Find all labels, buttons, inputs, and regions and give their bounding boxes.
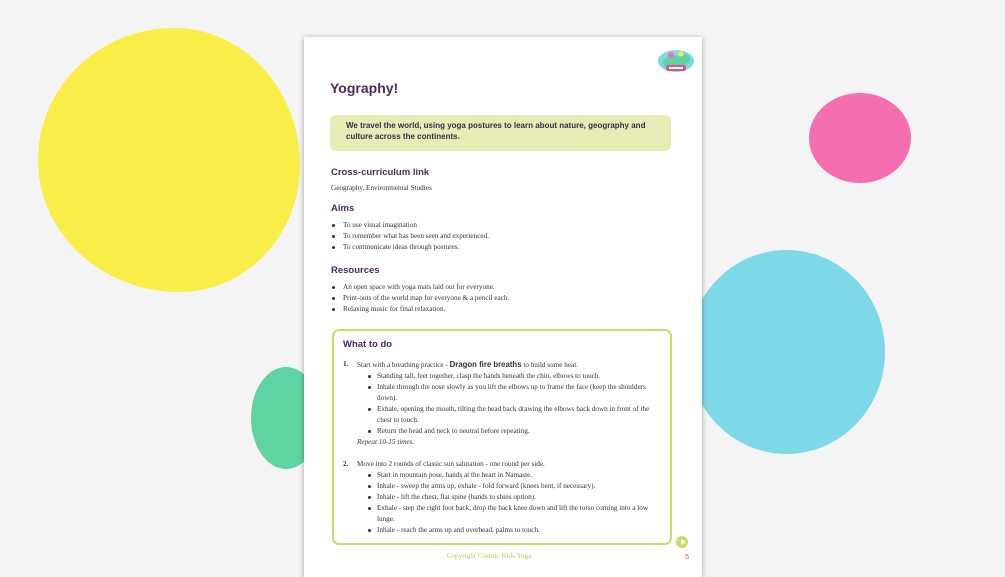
page-title: Yography! (330, 80, 399, 96)
step-note: Repeat 10-15 times. (357, 438, 415, 446)
step-lead: Move into 2 rounds of classic sun salutation - one round per side. (357, 460, 545, 468)
aims-item: To use visual imagination (331, 220, 489, 231)
decor-blob-yellow (38, 28, 300, 292)
step-lead-bold: Dragon fire breaths (449, 360, 522, 369)
step-lead-text: to build some heat. (521, 361, 579, 369)
step-lead-text: Start with a breathing practice - (357, 361, 450, 369)
step-bullet: Standing tall, feet together, clasp the hands beneath the chin, elbows to touch. (367, 371, 665, 382)
document-page (304, 37, 702, 577)
aims-heading: Aims (331, 203, 355, 214)
step-bullet: Exhale - step the right foot back, drop the back knee down and lift the torso coming into a low lunge. (367, 503, 665, 525)
step-2 (343, 459, 665, 536)
step-bullet: Start in mountain pose, hands at the heart in Namaste. (367, 470, 665, 481)
step-bullet: Inhale - sweep the arms up, exhale - fold forward (knees bent, if necessary). (367, 481, 665, 492)
next-page-play-arrow-icon[interactable] (676, 536, 688, 548)
decor-blob-cyan (688, 250, 885, 454)
step-1 (343, 359, 665, 448)
step-bullet: Inhale through the nose slowly as you lift the elbows up to frame the face (keep the shoulders down). (367, 382, 665, 404)
step-bullet: Exhale, opening the mouth, tilting the head back drawing the elbows back down in front of the chest to touch. (367, 404, 665, 426)
resources-item: Relaxing music for final relaxation. (331, 304, 509, 315)
resources-item: Print-outs of the world map for everyone & a pencil each. (331, 293, 509, 304)
step-bullets (343, 470, 665, 536)
intro-banner: We travel the world, using yoga postures to learn about nature, geography and culture across the continents. (330, 115, 671, 151)
page-number: 5 (685, 552, 690, 561)
step-number: 1. (343, 360, 349, 368)
decor-blob-pink (809, 93, 911, 183)
footer-copyright: Copyright Cosmic Kids Yoga (446, 552, 532, 560)
step-lead (343, 359, 665, 371)
cross-curriculum-heading: Cross-curriculum link (331, 167, 430, 178)
step-bullets (343, 371, 665, 437)
resources-heading: Resources (331, 265, 380, 276)
what-to-do-box (332, 329, 672, 545)
resources-item: An open space with yoga mats laid out for everyone. (331, 282, 509, 293)
step-bullet: Return the head and neck to neutral before repeating. (367, 426, 665, 437)
campus-logo-icon (656, 45, 696, 77)
resources-list (331, 282, 509, 315)
step-bullet: Inhale - reach the arms up and overhead, palms to touch. (367, 525, 665, 536)
aims-list (331, 220, 489, 253)
cross-curriculum-text: Geography, Environmental Studies (331, 184, 432, 192)
step-bullet: Inhale - lift the chest, flat spine (hands to shins option). (367, 492, 665, 503)
step-number: 2. (343, 460, 349, 468)
aims-item: To communicate ideas through postures. (331, 242, 489, 253)
what-to-do-heading: What to do (343, 339, 393, 350)
aims-item: To remember what has been seen and experienced. (331, 231, 489, 242)
